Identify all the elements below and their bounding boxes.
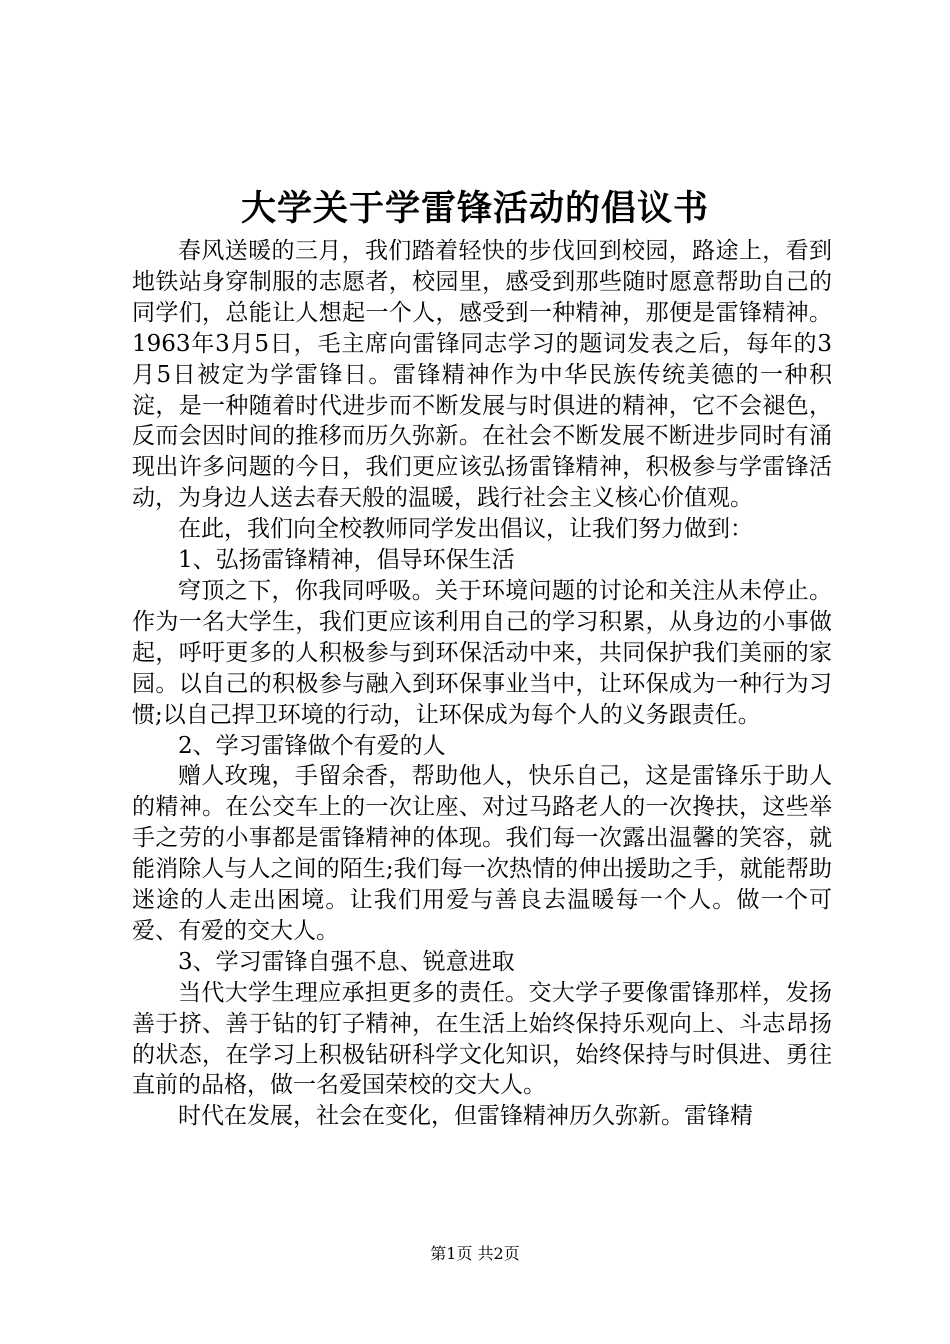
paragraph-section-2: 赠人玫瑰，手留余香，帮助他人，快乐自己，这是雷锋乐于助人的精神。在公交车上的一次让座、对过马路老人的一次搀扶，这些举手之劳的小事都是雷锋精神的体现。我们每一次露出温馨的笑容，就能消除人与人之间的陌生;我们每一次热情的伸出援助之手，就能帮助迷途的人走出困境。让我们用爱与善良去温暖每一个人。做一个可爱、有爱的交大人。: [132, 763, 832, 944]
section-heading-3: 3、学习雷锋自强不息、锐意进取: [178, 948, 515, 975]
paragraph-closing: 时代在发展，社会在变化，但雷锋精神历久弥新。雷锋精: [178, 1103, 753, 1130]
section-heading-2: 2、学习雷锋做个有爱的人: [178, 732, 446, 759]
paragraph-intro: 春风送暖的三月，我们踏着轻快的步伐回到校园，路途上，看到地铁站身穿制服的志愿者，校园里，感受到那些随时愿意帮助自己的同学们，总能让人想起一个人，感受到一种精神，那便是雷锋精神。1963年3月5日，毛主席向雷锋同志学习的题词发表之后，每年的3月5日被定为学雷锋日。雷锋精神作为中华民族传统美德的一种积淀，是一种随着时代进步而不断发展与时俱进的精神，它不会褪色，反而会因时间的推移而历久弥新。在社会不断发展不断进步同时有涌现出许多问题的今日，我们更应该弘扬雷锋精神，积极参与学雷锋活动，为身边人送去春天般的温暖，践行社会主义核心价值观。: [132, 238, 832, 512]
paragraph-section-1: 穹顶之下，你我同呼吸。关于环境问题的讨论和关注从未停止。作为一名大学生，我们更应该利用自己的学习积累，从身边的小事做起，呼吁更多的人积极参与到环保活动中来，共同保护我们美丽的家园。以自己的积极参与融入到环保事业当中，让环保成为一种行为习惯;以自己捍卫环境的行动，让环保成为每个人的义务跟责任。: [132, 577, 832, 728]
document-body: [132, 236, 832, 1132]
page-footer: 第1页 共2页: [430, 1244, 520, 1263]
section-heading-1: 1、弘扬雷锋精神，倡导环保生活: [178, 547, 515, 574]
paragraph-section-3: 当代大学生理应承担更多的责任。交大学子要像雷锋那样，发扬善于挤、善于钻的钉子精神，在生活上始终保持乐观向上、斗志昂扬的状态，在学习上积极钻研科学文化知识，始终保持与时俱进、勇往直前的品格，做一名爱国荣校的交大人。: [132, 979, 832, 1099]
document-title: 大学关于学雷锋活动的倡议书: [240, 188, 709, 229]
paragraph-proposal: 在此，我们向全校教师同学发出倡议，让我们努力做到：: [178, 516, 753, 543]
